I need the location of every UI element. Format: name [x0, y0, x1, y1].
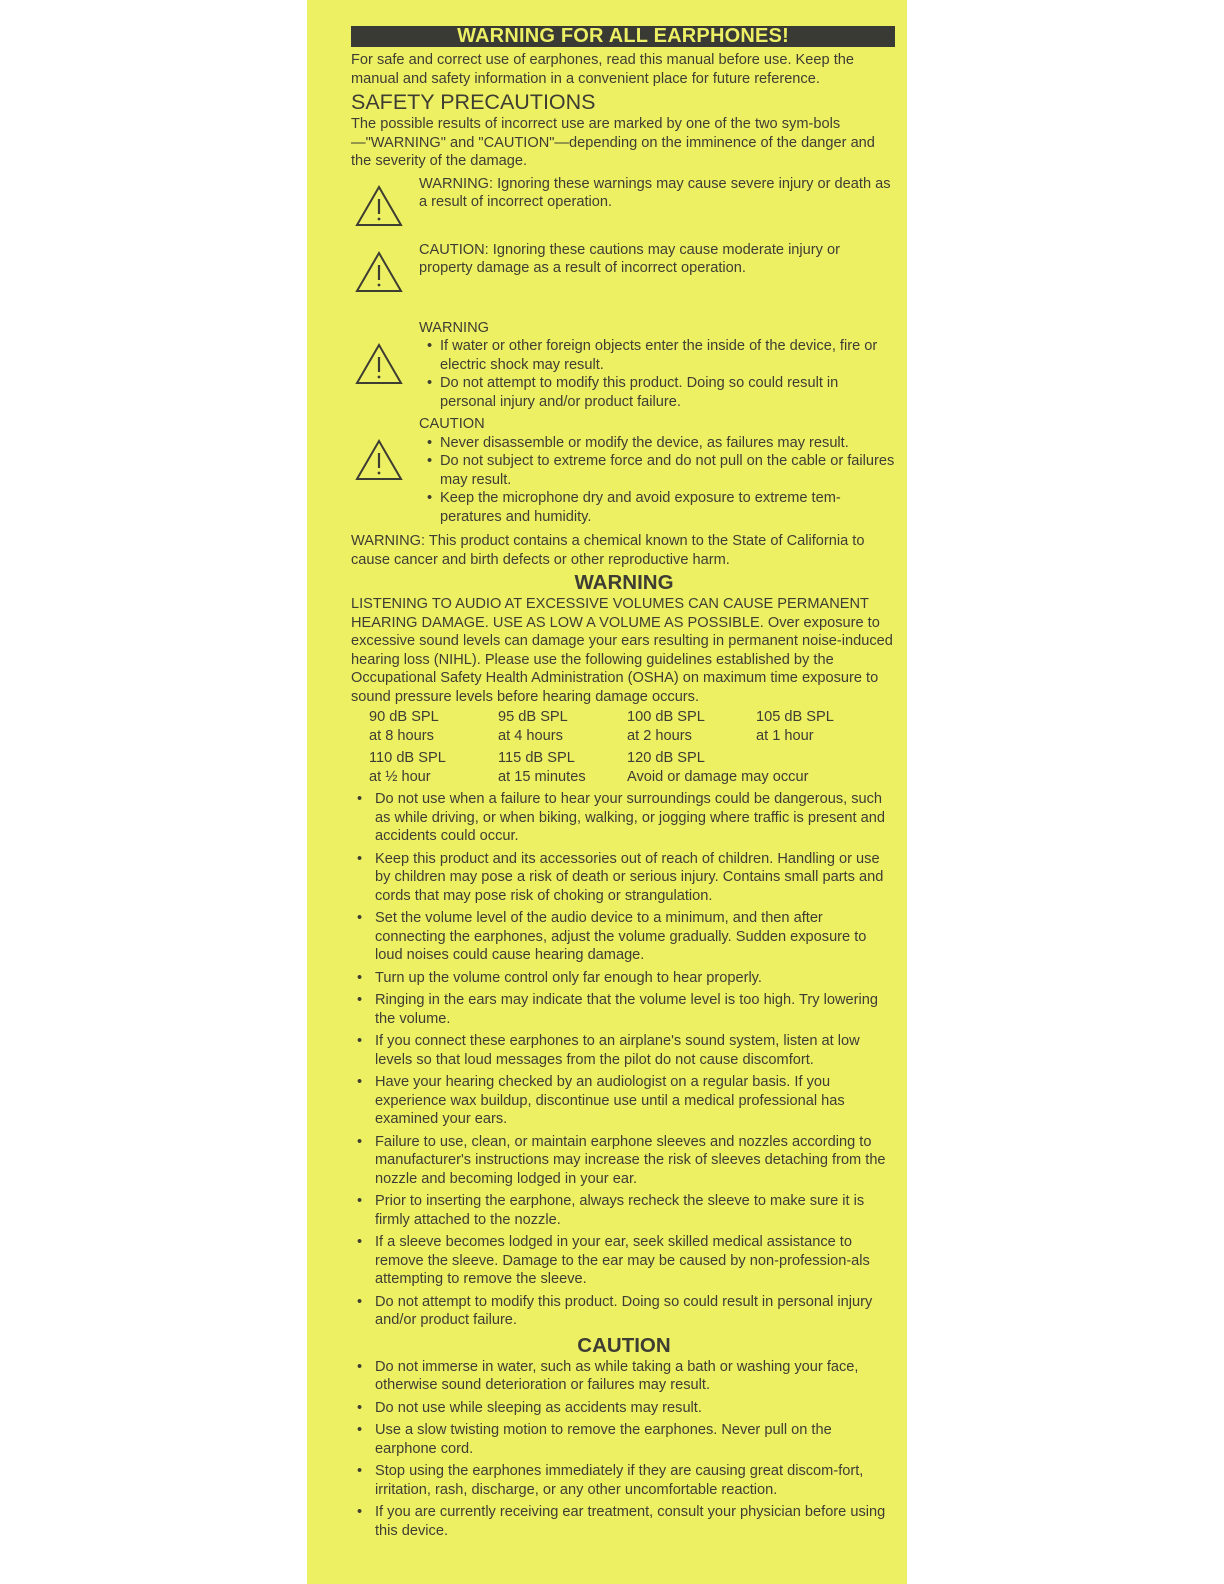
spl-cell: 95 dB SPL at 4 hours — [498, 709, 568, 744]
list-item: • Failure to use, clean, or maintain earphone sleeves and nozzles according to manufacturer's instructions may increase the risk of sleeves detaching from the nozzle and becoming lodged in your ear. — [357, 1133, 897, 1189]
caution-symbol-row — [351, 241, 897, 293]
list-item: • Set the volume level of the audio device to a minimum, and then after connecting the earphones, adjust the volume gradually. Sudden exposure to loud noises could cause hearing damage. — [357, 909, 897, 965]
list-item: • Do not immerse in water, such as while taking a bath or washing your face, otherwise sound deterioration or failures may result. — [357, 1358, 897, 1395]
list-item: • Never disassemble or modify the device, as failures may result. — [427, 434, 897, 453]
list-item: • Stop using the earphones immediately if they are causing great discom-fort, irritation, rash, discharge, or any other uncomfortable reaction. — [357, 1462, 897, 1499]
list-item: • If you connect these earphones to an airplane's sound system, listen at low levels so that loud messages from the pilot do not cause discomfort. — [357, 1032, 897, 1069]
list-item: • Do not subject to extreme force and do not pull on the cable or failures may result. — [427, 452, 897, 489]
safety-description: The possible results of incorrect use are marked by one of the two sym-bols—"WARNING" and "CAUTION"—depending on the imminence of the danger and the severity of the damage. — [351, 116, 875, 169]
warning-group-title: WARNING — [419, 319, 489, 336]
prop65-warning: WARNING: This product contains a chemical known to the State of California to cause cancer and birth defects or other reproductive harm. — [351, 533, 865, 568]
caution-group-title: CAUTION — [419, 416, 485, 432]
list-item: • Prior to inserting the earphone, always recheck the sleeve to make sure it is firmly attached to the nozzle. — [357, 1192, 897, 1229]
list-item: • Do not attempt to modify this product. Doing so could result in personal injury and/or product failure. — [357, 1293, 897, 1330]
spl-cell: 120 dB SPL Avoid or damage may occur — [627, 750, 809, 785]
list-item: • Use a slow twisting motion to remove the earphones. Never pull on the earphone cord. — [357, 1421, 897, 1458]
list-item: • If you are currently receiving ear treatment, consult your physician before using this device. — [357, 1503, 897, 1540]
list-item: • Ringing in the ears may indicate that the volume level is too high. Try lowering the volume. — [357, 991, 897, 1028]
list-item: • Keep the microphone dry and avoid exposure to extreme tem-peratures and humidity. — [427, 489, 897, 526]
intro-text: For safe and correct use of earphones, read this manual before use. Keep the manual and safety information in a convenient place for future reference. — [351, 52, 854, 87]
spl-cell: 90 dB SPL at 8 hours — [369, 709, 439, 744]
warning-symbol-text: WARNING: Ignoring these warnings may cause severe injury or death as a result of incorrect operation. — [419, 175, 891, 210]
list-item: • Do not attempt to modify this product. Doing so could result in personal injury and/or product failure. — [427, 374, 897, 411]
warning-triangle-icon — [351, 175, 407, 227]
safety-heading: SAFETY PRECAUTIONS — [351, 90, 596, 114]
spl-cell: 100 dB SPL at 2 hours — [627, 709, 705, 744]
caution-heading: CAUTION — [577, 1333, 671, 1357]
warning-group-triangle-icon — [351, 319, 407, 412]
list-item: • Have your hearing checked by an audiologist on a regular basis. If you experience wax buildup, discontinue use until a medical professional has examined your ears. — [357, 1073, 897, 1129]
warning-group — [351, 319, 897, 412]
caution-group — [351, 415, 897, 526]
hearing-warning-body — [351, 595, 897, 706]
list-item: • Turn up the volume control only far enough to hear properly. — [357, 969, 897, 988]
caution-triangle-icon — [351, 241, 407, 293]
spl-cell: 105 dB SPL at 1 hour — [756, 709, 834, 744]
banner-title: WARNING FOR ALL EARPHONES! — [351, 26, 895, 47]
warning-group-list — [419, 337, 897, 411]
list-item: • If water or other foreign objects enter the inside of the device, fire or electric shock may result. — [427, 337, 897, 374]
spl-exposure-table — [369, 708, 885, 786]
list-item: • Do not use when a failure to hear your surroundings could be dangerous, such as while driving, or when biking, walking, or jogging where traffic is present and accidents could occur. — [357, 790, 897, 846]
spl-cell: 115 dB SPL at 15 minutes — [498, 750, 586, 785]
caution-symbol-text: CAUTION: Ignoring these cautions may cause moderate injury or property damage as a result of incorrect operation. — [419, 241, 840, 276]
caution-bullet-list — [351, 1358, 897, 1541]
hearing-caps-text: LISTENING TO AUDIO AT EXCESSIVE VOLUMES CAN CAUSE PERMANENT HEARING DAMAGE. USE AS LOW A VOLUME AS POSSIBLE. — [351, 596, 869, 631]
list-item: • Keep this product and its accessories out of reach of children. Handling or use by children may pose a risk of death or serious injury. Contains small parts and cords that may pose risk of choking or strangulation. — [357, 850, 897, 906]
caution-group-triangle-icon — [351, 415, 407, 526]
caution-group-list — [419, 434, 897, 527]
list-item: • Do not use while sleeping as accidents may result. — [357, 1399, 897, 1418]
list-item: • If a sleeve becomes lodged in your ear, seek skilled medical assistance to remove the sleeve. Damage to the ear may be caused by non-profession-als attempting to remove the sleeve. — [357, 1233, 897, 1289]
warning-symbol-row — [351, 175, 897, 227]
hearing-bullet-list — [351, 790, 897, 1330]
instruction-sheet — [307, 0, 907, 1584]
hearing-warning-heading: WARNING — [574, 571, 674, 594]
spl-cell: 110 dB SPL at ½ hour — [369, 750, 446, 785]
hearing-body-text: Over exposure to excessive sound levels can damage your ears resulting in permanent noise-induced hearing loss (NIHL). Please use the following guidelines established by the Occupational Safety Health Administration (OSHA) on maximum time exposure to sound pressure levels before hearing damage occurs. — [351, 614, 893, 705]
